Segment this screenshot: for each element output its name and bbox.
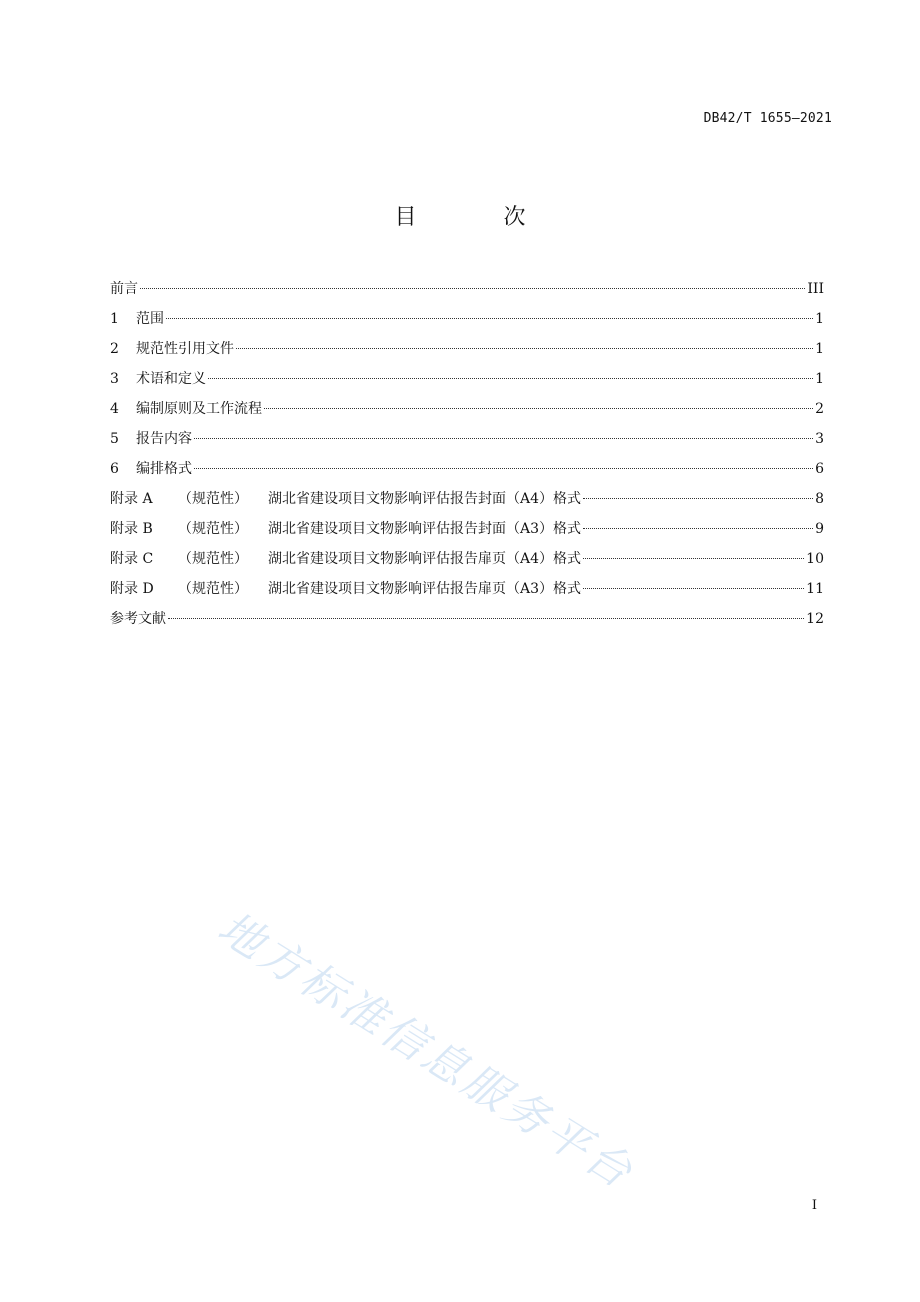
toc-entry-label: 湖北省建设项目文物影响评估报告封面（A3）格式 — [268, 521, 582, 537]
toc-entry-label: 报告内容 — [136, 431, 192, 447]
toc-entry-label: 湖北省建设项目文物影响评估报告封面（A4）格式 — [268, 491, 582, 507]
toc-entry-page: 10 — [806, 551, 824, 567]
toc-entry-number: 3 — [110, 371, 119, 387]
dot-leader — [583, 588, 804, 589]
toc-entry-label: 参考文献 — [110, 611, 166, 627]
toc-entry-number: 4 — [110, 401, 119, 417]
watermark-text: 地方标准信息服务平台 — [209, 902, 644, 1200]
toc-entry-normative-references[interactable] — [110, 338, 824, 368]
toc-entry-terms[interactable] — [110, 368, 824, 398]
dot-leader — [583, 498, 813, 499]
dot-leader — [264, 408, 813, 409]
toc-entry-number: 2 — [110, 341, 119, 357]
toc-annex-type: （规范性） — [178, 521, 248, 537]
dot-leader — [583, 528, 813, 529]
page-title: 目 次 — [394, 205, 566, 230]
toc-entry-page: III — [807, 281, 824, 297]
toc-annex-id: 附录 A — [110, 491, 153, 507]
toc-entry-scope[interactable] — [110, 308, 824, 338]
toc-entry-label: 编制原则及工作流程 — [136, 401, 262, 417]
toc-entry-annex-a[interactable] — [110, 488, 824, 518]
toc-entry-label: 前言 — [110, 281, 138, 297]
toc-entry-label: 湖北省建设项目文物影响评估报告扉页（A4）格式 — [268, 551, 582, 567]
dot-leader — [140, 288, 805, 289]
toc-entry-label: 湖北省建设项目文物影响评估报告扉页（A3）格式 — [268, 581, 582, 597]
toc-entry-label: 范围 — [136, 311, 164, 327]
toc-entry-page: 6 — [815, 461, 824, 477]
dot-leader — [168, 618, 804, 619]
toc-entry-number: 6 — [110, 461, 119, 477]
toc-annex-type: （规范性） — [178, 551, 248, 567]
dot-leader — [236, 348, 813, 349]
toc-entry-page: 8 — [815, 491, 824, 507]
toc-entry-principles[interactable] — [110, 398, 824, 428]
toc-annex-id: 附录 B — [110, 521, 153, 537]
table-of-contents — [110, 278, 824, 638]
dot-leader — [194, 438, 813, 439]
toc-entry-layout-format[interactable] — [110, 458, 824, 488]
page-number: I — [811, 1198, 817, 1213]
standard-code: DB42/T 1655—2021 — [703, 111, 832, 126]
dot-leader — [166, 318, 813, 319]
dot-leader — [208, 378, 813, 379]
toc-annex-type: （规范性） — [178, 491, 248, 507]
dot-leader — [583, 558, 804, 559]
toc-entry-foreword[interactable] — [110, 278, 824, 308]
toc-entry-page: 2 — [815, 401, 824, 417]
toc-entry-label: 规范性引用文件 — [136, 341, 234, 357]
toc-entry-label: 术语和定义 — [136, 371, 206, 387]
toc-entry-page: 12 — [806, 611, 824, 627]
toc-entry-page: 3 — [815, 431, 824, 447]
toc-entry-label: 编排格式 — [136, 461, 192, 477]
toc-entry-page: 11 — [806, 581, 824, 597]
toc-annex-id: 附录 C — [110, 551, 154, 567]
toc-entry-number: 1 — [110, 311, 119, 327]
dot-leader — [194, 468, 813, 469]
toc-entry-report-content[interactable] — [110, 428, 824, 458]
toc-entry-number: 5 — [110, 431, 119, 447]
toc-entry-annex-d[interactable] — [110, 578, 824, 608]
toc-entry-page: 1 — [815, 341, 824, 357]
toc-entry-annex-c[interactable] — [110, 548, 824, 578]
toc-entry-bibliography[interactable] — [110, 608, 824, 638]
toc-entry-page: 1 — [815, 371, 824, 387]
toc-annex-type: （规范性） — [178, 581, 248, 597]
toc-entry-annex-b[interactable] — [110, 518, 824, 548]
toc-entry-page: 9 — [815, 521, 824, 537]
toc-annex-id: 附录 D — [110, 581, 154, 597]
toc-entry-page: 1 — [815, 311, 824, 327]
